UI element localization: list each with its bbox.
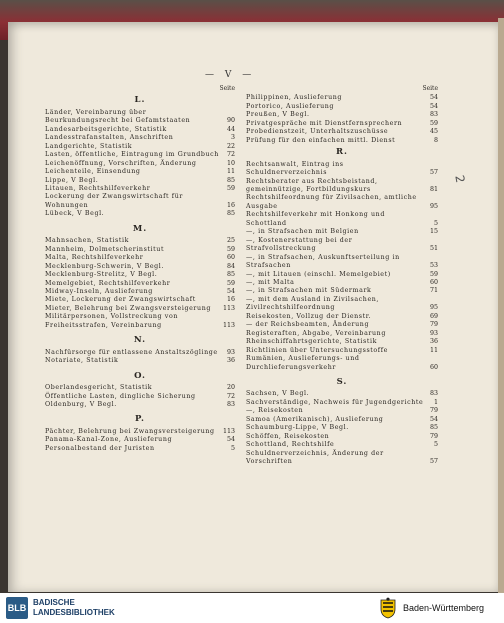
- entry-page-number: 59: [226, 245, 235, 253]
- index-entry: [246, 347, 438, 355]
- entry-page-number: 11: [429, 346, 438, 354]
- index-entry: [246, 321, 438, 329]
- index-entry: [45, 185, 235, 193]
- entry-page-number: 16: [226, 296, 235, 304]
- entry-page-number: 5: [433, 219, 438, 227]
- entry-text: Schöffen, Reisekosten: [246, 432, 330, 440]
- entry-text: Litauen, Rechtshilfeverkehr: [45, 184, 151, 192]
- index-entry: [246, 296, 438, 313]
- library-logo[interactable]: BLB: [6, 597, 28, 619]
- index-entry: [246, 271, 438, 279]
- entry-page-number: 11: [226, 168, 235, 176]
- index-entry: [45, 296, 235, 304]
- index-entry: [45, 280, 235, 288]
- entry-text: Länder, Vereinbarung über Beurkundungsrecht bei Gefamtstaaten: [45, 108, 191, 125]
- index-entry: [45, 428, 235, 436]
- entry-page-number: 83: [429, 111, 438, 119]
- entry-page-number: 72: [226, 392, 235, 400]
- entry-text: Lasten, öffentliche, Eintragung im Grundbuch: [45, 151, 219, 159]
- entry-page-number: 79: [429, 407, 438, 415]
- entry-page-number: 15: [429, 228, 438, 236]
- entry-text: Rechtshilfeverkehr mit Honkong und Schottland: [246, 211, 385, 227]
- entry-page-number: 36: [429, 338, 438, 346]
- entry-text: Richtlinien über Untersuchungsstoffe: [246, 346, 388, 354]
- entry-text: Landesstrafanstalten, Anschriften: [45, 134, 174, 142]
- entry-text: —, Reisekosten: [246, 407, 304, 415]
- library-name-line1: BADISCHE: [33, 598, 75, 607]
- entry-text: Sachverständige, Nachweis für Jugendgerichte: [246, 398, 424, 406]
- index-entry: [45, 210, 235, 218]
- index-entry: [45, 151, 235, 159]
- index-entry: [246, 330, 438, 338]
- index-entry: [246, 433, 438, 441]
- entry-text: Mahnsachen, Statistik: [45, 237, 129, 245]
- entry-text: Lippe, V Begl.: [45, 176, 99, 184]
- index-entry: [246, 120, 438, 128]
- index-entry: [246, 128, 438, 136]
- entry-page-number: 16: [226, 201, 235, 209]
- entry-text: Philippinen, Auslieferung: [246, 94, 343, 102]
- index-entry: [45, 445, 235, 453]
- entry-text: Samoa (Amerikanisch), Auslieferung: [246, 415, 384, 423]
- entry-text: Rechtshilfeordnung für Zivilsachen, amtliche Ausgabe: [246, 194, 417, 210]
- entry-page-number: 60: [429, 278, 438, 286]
- index-left-column: [45, 85, 235, 456]
- index-entry: [246, 137, 438, 145]
- entry-text: Rechtsanwalt, Eintrag ins Schuldnerverzeichnis: [246, 160, 344, 177]
- index-entry: [246, 279, 438, 287]
- section-letter-heading: M.: [132, 223, 148, 234]
- entry-text: Malta, Rechtshilfeverkehr: [45, 254, 144, 262]
- entry-text: Privatgespräche mit Dienstfernsprechern: [246, 119, 403, 127]
- index-entry: [246, 407, 438, 415]
- index-entry: [45, 168, 235, 176]
- entry-text: Landesarbeitsgerichte, Statistik: [45, 125, 167, 133]
- entry-text: Oberlandesgericht, Statistik: [45, 384, 153, 392]
- entry-text: Leichenteile, Einsendung: [45, 168, 141, 176]
- entry-page-number: 36: [226, 357, 235, 365]
- index-entry: [45, 254, 235, 262]
- index-entry: [246, 416, 438, 424]
- entry-page-number: 8: [433, 136, 438, 144]
- index-entry: [246, 338, 438, 346]
- entry-text: —, in Strafsachen mit Südermark: [246, 287, 372, 295]
- entry-page-number: 59: [429, 119, 438, 127]
- section-letter-heading: P.: [135, 414, 145, 425]
- index-entry: [45, 288, 235, 296]
- entry-page-number: 84: [226, 262, 235, 270]
- index-entry: [45, 384, 235, 392]
- index-entry: [45, 393, 235, 401]
- index-entry: [45, 237, 235, 245]
- entry-text: Lockerung der Zwangswirtschaft für Wohnungen: [45, 193, 183, 209]
- entry-page-number: 81: [429, 185, 438, 193]
- entry-text: Nachfürsorge für entlassene Anstaltszöglinge: [45, 348, 218, 356]
- entry-page-number: 20: [226, 384, 235, 392]
- entry-page-number: 51: [429, 245, 438, 253]
- index-entry: [246, 313, 438, 321]
- entry-page-number: 3: [230, 134, 235, 142]
- entry-text: Midway-Inseln, Auslieferung: [45, 287, 153, 295]
- entry-page-number: 85: [226, 271, 235, 279]
- entry-text: Militärpersonen, Vollstreckung von Freiheitsstrafen, Vereinbarung: [45, 313, 178, 329]
- entry-text: Reisekosten, Vollzug der Dienstr.: [246, 312, 372, 320]
- section-letter-heading: L.: [134, 95, 146, 106]
- entry-page-number: 85: [429, 424, 438, 432]
- entry-text: —, in Strafsachen, Auskunftserteilung in Strafsachen: [246, 253, 400, 270]
- entry-text: Registeraften, Abgabe, Vereinbarung: [246, 329, 386, 337]
- entry-text: —, mit dem Ausland in Zivilsachen, Zivilrechtshilfeordnung: [246, 295, 380, 312]
- entry-text: Rechtsberater aus Rechtsbeistand, gemeinnützige, Fortbildungskurs: [246, 177, 378, 193]
- index-entry: [246, 111, 438, 119]
- entry-page-number: 54: [429, 94, 438, 102]
- index-entry: [45, 246, 235, 254]
- entry-text: Leichenöffnung, Vorschriften, Änderung: [45, 159, 197, 167]
- entry-text: Prüfung für den einfachen mittl. Dienst: [246, 136, 396, 144]
- entry-page-number: 5: [433, 441, 438, 449]
- index-entry: [246, 287, 438, 295]
- index-entry: [45, 271, 235, 279]
- index-entry: [246, 390, 438, 398]
- index-entry: [246, 228, 438, 236]
- pencil-mark: 2: [452, 174, 468, 184]
- entry-page-number: 83: [226, 400, 235, 408]
- entry-text: Mecklenburg-Strelitz, V Begl.: [45, 271, 158, 279]
- index-entry: [45, 109, 235, 126]
- entry-page-number: 25: [226, 237, 235, 245]
- entry-page-number: 79: [429, 321, 438, 329]
- entry-page-number: 44: [226, 125, 235, 133]
- entry-page-number: 113: [222, 321, 235, 329]
- seite-label: Seite: [219, 85, 235, 92]
- entry-text: Probedienstzeit, Unterhaltszuschüsse: [246, 128, 389, 136]
- index-entry: [246, 450, 438, 467]
- entry-page-number: 59: [226, 279, 235, 287]
- entry-page-number: 93: [429, 329, 438, 337]
- entry-page-number: 90: [226, 117, 235, 125]
- entry-text: Mieter, Belehrung bei Zwangsversteigerung: [45, 304, 211, 312]
- entry-page-number: 60: [226, 254, 235, 262]
- entry-page-number: 72: [226, 151, 235, 159]
- entry-page-number: 95: [429, 202, 438, 210]
- index-entry: [45, 305, 235, 313]
- section-letter-heading: R.: [335, 147, 349, 158]
- index-entry: [246, 399, 438, 407]
- entry-text: Mannheim, Dolmetscherinstitut: [45, 245, 165, 253]
- seite-label: Seite: [422, 85, 438, 92]
- entry-page-number: 93: [226, 348, 235, 356]
- index-entry: [246, 94, 438, 102]
- index-entry: [246, 178, 438, 195]
- entry-text: Schottland, Rechtshilfe: [246, 441, 335, 449]
- entry-page-number: 85: [226, 176, 235, 184]
- index-entry: [246, 103, 438, 111]
- entry-page-number: 5: [230, 444, 235, 452]
- entry-page-number: 113: [222, 304, 235, 312]
- section-letter-heading: S.: [336, 376, 348, 387]
- index-entry: [45, 160, 235, 168]
- entry-text: Landgerichte, Statistik: [45, 142, 133, 150]
- index-right-column: [246, 85, 438, 469]
- index-entry: [246, 441, 438, 449]
- entry-page-number: 54: [429, 415, 438, 423]
- state-name[interactable]: Baden-Württemberg: [403, 603, 485, 613]
- section-letter-heading: O.: [134, 370, 146, 381]
- page-edge: [498, 18, 504, 598]
- entry-text: Mecklenburg-Schwerin, V Begl.: [45, 262, 165, 270]
- entry-text: Personalbestand der Juristen: [45, 444, 155, 452]
- index-entry: [246, 194, 438, 211]
- index-entry: [45, 401, 235, 409]
- entry-page-number: 59: [429, 270, 438, 278]
- index-entry: [246, 254, 438, 271]
- entry-text: Panama-Kanal-Zone, Auslieferung: [45, 436, 173, 444]
- index-entry: [246, 161, 438, 178]
- entry-text: Pächter, Belehrung bei Zwangsversteigerung: [45, 427, 215, 435]
- entry-page-number: 69: [429, 312, 438, 320]
- entry-page-number: 22: [226, 142, 235, 150]
- entry-text: — der Reichsbeamten, Änderung: [246, 321, 370, 329]
- entry-page-number: 10: [226, 159, 235, 167]
- entry-text: Portorico, Auslieferung: [246, 102, 335, 110]
- footer-bar: [0, 593, 504, 623]
- index-entry: [45, 357, 235, 365]
- entry-page-number: 113: [222, 427, 235, 435]
- section-letter-heading: N.: [133, 335, 147, 346]
- index-entry: [45, 193, 235, 210]
- entry-text: Oldenburg, V Begl.: [45, 400, 117, 408]
- entry-page-number: 57: [429, 458, 438, 466]
- entry-page-number: 1: [433, 398, 438, 406]
- index-entry: [246, 211, 438, 228]
- entry-page-number: 45: [429, 128, 438, 136]
- entry-page-number: 79: [429, 432, 438, 440]
- index-entry: [45, 143, 235, 151]
- entry-text: Öffentliche Lasten, dingliche Sicherung: [45, 392, 196, 400]
- entry-page-number: 57: [429, 169, 438, 177]
- entry-page-number: 83: [429, 390, 438, 398]
- entry-text: —, mit Malta: [246, 278, 295, 286]
- entry-page-number: 53: [429, 262, 438, 270]
- entry-text: Preußen, V Begl.: [246, 111, 310, 119]
- index-entry: [45, 134, 235, 142]
- index-entry: [45, 263, 235, 271]
- library-name[interactable]: [33, 598, 115, 618]
- index-entry: [246, 355, 438, 372]
- entry-text: Schaumburg-Lippe, V Begl.: [246, 424, 349, 432]
- index-entry: [246, 424, 438, 432]
- baden-wuerttemberg-crest-icon: [378, 597, 398, 619]
- entry-text: Memelgebiet, Rechtshilfeverkehr: [45, 279, 171, 287]
- index-entry: [45, 126, 235, 134]
- index-entry: [45, 177, 235, 185]
- index-entry: [45, 436, 235, 444]
- entry-page-number: 54: [226, 436, 235, 444]
- entry-text: Rumänien, Auslieferungs- und Durchlieferungsverkehr: [246, 355, 360, 371]
- index-entry: [45, 349, 235, 357]
- entry-text: Lübeck, V Begl.: [45, 210, 105, 218]
- entry-page-number: 60: [429, 363, 438, 371]
- entry-page-number: 95: [429, 304, 438, 312]
- entry-text: Sachsen, V Begl.: [246, 390, 310, 398]
- entry-page-number: 54: [429, 102, 438, 110]
- entry-text: —, Kostenerstattung bei der Strafvollstreckung: [246, 236, 353, 253]
- entry-page-number: 59: [226, 184, 235, 192]
- page-number: — V —: [205, 70, 256, 80]
- index-entry: [45, 313, 235, 330]
- entry-text: Schuldnerverzeichnis, Änderung der Vorschriften: [246, 449, 384, 466]
- entry-text: —, in Strafsachen mit Belgien: [246, 228, 359, 236]
- entry-text: Rheinschiffahrtsgerichte, Statistik: [246, 338, 378, 346]
- entry-text: Miete, Lockerung der Zwangswirtschaft: [45, 296, 196, 304]
- entry-page-number: 71: [429, 287, 438, 295]
- entry-text: Notariate, Statistik: [45, 357, 119, 365]
- entry-text: —, mit Litauen (einschl. Memelgebiet): [246, 270, 391, 278]
- entry-page-number: 54: [226, 287, 235, 295]
- entry-page-number: 85: [226, 210, 235, 218]
- library-name-line2: LANDESBIBLIOTHEK: [33, 608, 115, 617]
- index-entry: [246, 237, 438, 254]
